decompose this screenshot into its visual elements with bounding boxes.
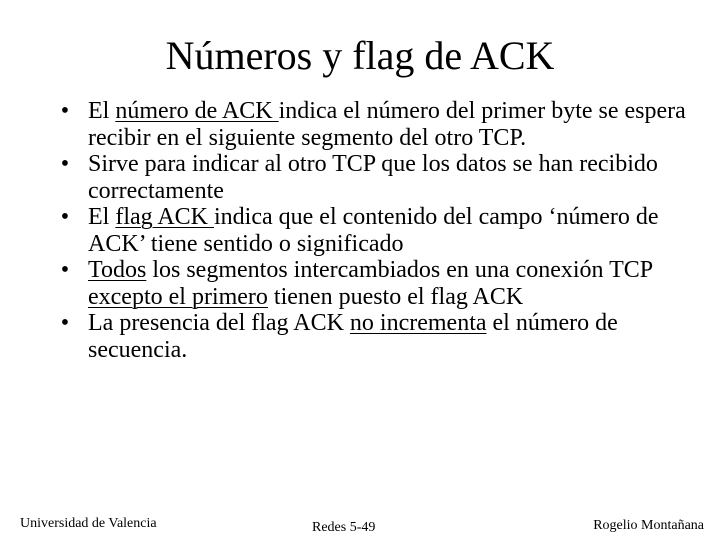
bullet-text: el número de secuencia.: [88, 310, 618, 363]
bullet-point-icon: •: [60, 151, 70, 177]
footer-author: Rogelio Montañana: [593, 518, 704, 533]
footer-slide-number: Redes 5-49: [312, 520, 376, 535]
bullet-text-underlined: Todos: [88, 257, 147, 283]
slide-title: Números y flag de ACK: [165, 33, 555, 78]
bullet-point-icon: •: [60, 204, 70, 230]
bullet-text: El: [88, 204, 116, 230]
footer-institution: Universidad de Valencia: [20, 516, 157, 531]
bullet-list: [60, 98, 688, 363]
bullet-text-underlined: excepto el primero: [88, 283, 268, 310]
bullet-item: [60, 310, 688, 363]
bullet-item: [60, 204, 688, 257]
bullet-text: indica el número del primer byte se espera recibir en el siguiente segmento del otro TCP.: [88, 98, 686, 151]
bullet-text: indica que el contenido del campo ‘número de ACK’ tiene sentido o significado: [88, 204, 659, 257]
bullet-text-underlined: número de ACK: [115, 98, 279, 124]
bullet-point-icon: •: [60, 257, 70, 283]
bullet-item: [60, 98, 688, 151]
bullet-text: La presencia del flag ACK: [88, 310, 350, 336]
bullet-text-underlined: flag ACK: [115, 204, 214, 230]
bullet-text: tienen puesto el flag ACK: [267, 283, 524, 310]
bullet-point-icon: •: [60, 310, 70, 336]
bullet-item: [60, 151, 688, 204]
bullet-text: los segmentos intercambiados en una conexión TCP: [146, 257, 653, 283]
bullet-item: [60, 257, 688, 310]
bullet-text: El: [88, 98, 116, 124]
bullet-point-icon: •: [60, 98, 70, 124]
bullet-text-underlined: no incrementa: [349, 310, 487, 336]
bullet-text: Sirve para indicar al otro TCP que los datos se han recibido correctamente: [88, 151, 658, 204]
